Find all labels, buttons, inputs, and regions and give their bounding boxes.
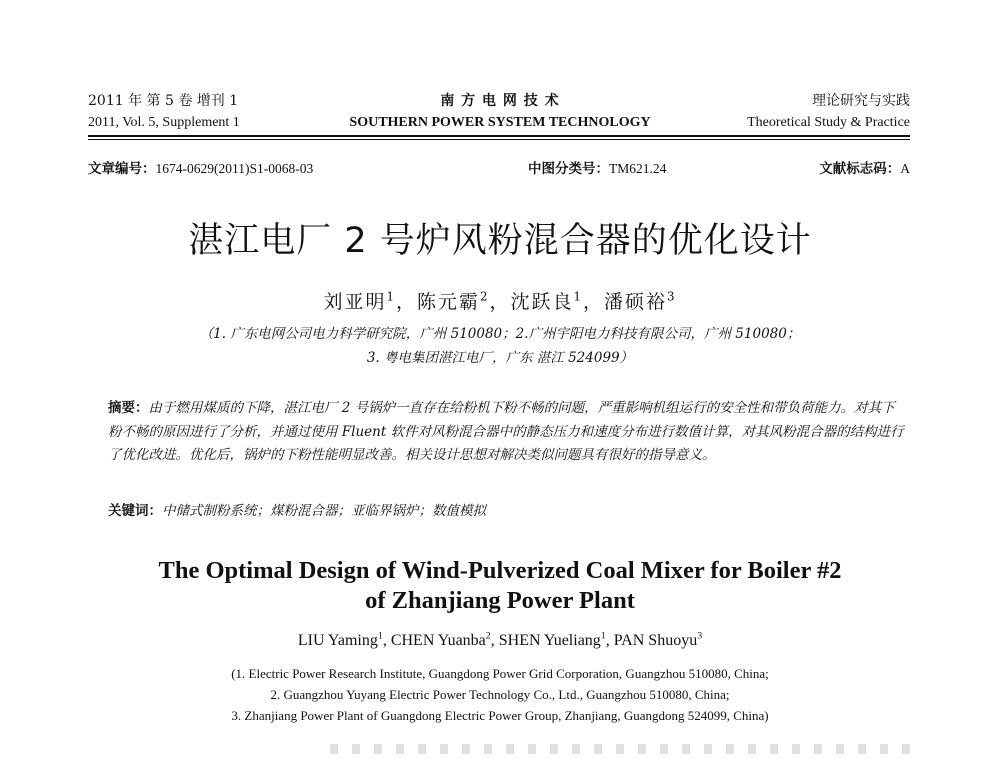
document-code [819, 157, 910, 177]
article-number-label: 文章编号： [88, 161, 156, 177]
author-4-zh-sup: 3 [667, 289, 677, 304]
author-3-zh-sup: 1 [573, 289, 584, 304]
affiliation-en-line-3: 3. Zhanjiang Power Plant of Guangdong Electric Power Group, Zhanjiang, Guangdong 524099, China) [231, 708, 769, 723]
document-code-value: A [900, 161, 910, 176]
title-en-line-1: The Optimal Design of Wind-Pulverized Coal Mixer for Boiler #2 [158, 557, 842, 584]
header-rule-thin [88, 139, 910, 140]
keywords-label: 关键词： [108, 503, 162, 519]
abstract-text: 由于燃用煤质的下降，湛江电厂 2 号锅炉一直存在给粉机下粉不畅的问题，严重影响机组运行的安全性和带负荷能力。对其下粉不畅的原因进行了分析，并通过使用 Fluent 软件对风粉混合器中的静态压力和速度分布进行数值计算，对其风粉混合器的结构进行了优化改进。优化后，锅炉的下粉性能明显改善。相关设计思想对解决类似问题具有很好的指导意义。 [108, 400, 904, 464]
affiliation-zh-line-2: 3. 粤电集团湛江电厂，广东 湛江 524099） [366, 350, 634, 366]
author-sep: , [605, 632, 614, 649]
title-en-line-2: of Zhanjiang Power Plant [365, 587, 635, 614]
abstract-zh [108, 397, 908, 468]
clc-value: TM621.24 [609, 161, 667, 176]
abstract-label: 摘要： [108, 400, 149, 416]
author-3-en: SHEN Yueliang [498, 632, 601, 649]
author-sep: ， [395, 291, 417, 313]
author-3-en-sup: 1 [600, 630, 606, 642]
author-3-zh: 沈跃良 [510, 291, 574, 313]
authors-zh [0, 287, 1000, 314]
header-journal-en: SOUTHERN POWER SYSTEM TECHNOLOGY [349, 115, 651, 130]
keywords-text: 中储式制粉系统；煤粉混合器；亚临界锅炉；数值模拟 [162, 503, 486, 519]
keywords-zh [108, 499, 486, 519]
clc-number [528, 157, 666, 177]
clc-label: 中图分类号： [528, 161, 609, 177]
page-title-zh: 湛江电厂 2 号炉风粉混合器的优化设计 [188, 221, 812, 261]
author-2-zh-sup: 2 [479, 289, 490, 304]
header-section-zh: 理论研究与实践 [812, 93, 910, 109]
author-2-zh: 陈元霸 [416, 291, 480, 313]
header-journal-zh: 南 方 电 网 技 术 [440, 93, 560, 109]
header-volume-en: 2011, Vol. 5, Supplement 1 [88, 115, 240, 130]
header-rule-thick [88, 135, 910, 137]
author-1-zh: 刘亚明 [323, 291, 387, 313]
affiliation-en-line-1: (1. Electric Power Research Institute, Guangdong Power Grid Corporation, Guangzhou 510080, China; [231, 666, 769, 681]
authors-en [0, 632, 1000, 650]
header-volume-zh: 2011 年 第 5 卷 增刊 1 [88, 93, 239, 109]
author-1-en: LIU Yaming [297, 632, 378, 649]
author-4-en: PAN Shuoyu [613, 632, 698, 649]
article-number [88, 157, 313, 177]
bottom-bleed-decoration [330, 744, 910, 754]
author-2-en-sup: 2 [485, 630, 491, 642]
author-1-zh-sup: 1 [386, 289, 396, 304]
author-1-en-sup: 1 [377, 630, 383, 642]
header-section-en: Theoretical Study & Practice [747, 115, 910, 130]
author-sep: , [382, 632, 391, 649]
author-2-en: CHEN Yuanba [390, 632, 486, 649]
author-4-zh: 潘硕裕 [604, 291, 668, 313]
author-sep: ， [489, 291, 511, 313]
page-title-en [0, 556, 1000, 616]
author-sep: ， [583, 291, 605, 313]
affiliation-en-line-2: 2. Guangzhou Yuyang Electric Power Technology Co., Ltd., Guangzhou 510080, China; [270, 687, 730, 702]
article-number-value: 1674-0629(2011)S1-0068-03 [155, 161, 314, 176]
author-sep: , [490, 632, 499, 649]
document-code-label: 文献标志码： [819, 161, 901, 177]
author-4-en-sup: 3 [697, 630, 703, 642]
affiliation-zh-line-1: （1. 广东电网公司电力科学研究院，广州 510080；2.广州宇阳电力科技有限公司，广州 510080； [199, 326, 801, 342]
